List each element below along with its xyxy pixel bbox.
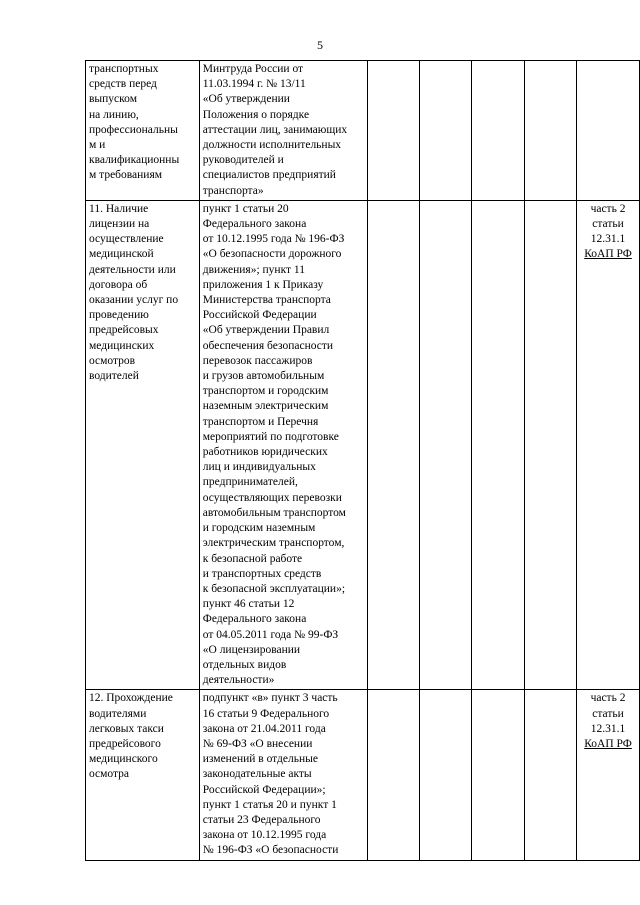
requirement-line: медицинских (89, 339, 155, 352)
empty-cell (472, 200, 524, 690)
liability-line: статьи (592, 707, 624, 720)
requirement-line: осмотра (89, 768, 130, 781)
requirement-cell (86, 61, 200, 201)
requirement-line: лицензии на (89, 218, 150, 231)
liability-line: статьи (592, 218, 624, 231)
legal-basis-line: автомобильным транспортом (202, 506, 346, 519)
empty-cell (367, 690, 419, 860)
legal-basis-line: закона от 10.12.1995 года (202, 829, 327, 842)
requirement-line: водителей (89, 370, 139, 383)
legal-basis-line: мероприятий по подготовке (202, 430, 339, 443)
requirement-cell (86, 200, 200, 690)
legal-basis-line: транспорта» (202, 184, 264, 197)
legal-basis-line: электрическим транспортом, (202, 537, 345, 550)
legal-basis-line: от 10.12.1995 года № 196-ФЗ (202, 233, 345, 246)
legal-basis-line: аттестации лиц, занимающих (202, 123, 348, 136)
legal-basis-line: к безопасной эксплуатации»; (202, 582, 346, 595)
legal-basis-line: к безопасной работе (202, 552, 303, 565)
legal-basis-line: пункт 1 статьи 20 (202, 202, 289, 215)
requirement-line: осуществление (89, 233, 164, 246)
legal-basis-cell (199, 690, 367, 860)
legal-basis-line: «Об утверждении (202, 93, 290, 106)
requirements-table (85, 60, 640, 861)
legal-basis-line: предпринимателей, (202, 476, 298, 489)
requirement-line: водителями (89, 707, 147, 720)
legal-basis-line: Минтруда России от (202, 63, 304, 75)
requirement-line: деятельности или (89, 263, 176, 276)
liability-line: часть 2 (590, 202, 626, 215)
legal-basis-line: Российской Федерации»; (202, 783, 326, 796)
table-row (86, 200, 640, 690)
legal-basis-line: деятельности» (202, 674, 275, 687)
requirement-line: предрейсового (89, 737, 161, 750)
empty-cell (472, 61, 524, 201)
legal-basis-line: обеспечения безопасности (202, 339, 334, 352)
legal-basis-line: транспортом и Перечня (202, 415, 319, 428)
requirement-line: на линию, (89, 108, 139, 121)
legal-basis-line: транспортом и городским (202, 385, 329, 398)
legal-basis-line: наземным электрическим (202, 400, 329, 413)
requirement-line: м и (89, 139, 106, 152)
legal-basis-line: должности исполнительных (202, 139, 342, 152)
legal-basis-line: № 69-ФЗ «О внесении (202, 737, 313, 750)
koap-link[interactable]: КоАП РФ (584, 248, 632, 261)
legal-basis-cell (199, 200, 367, 690)
requirement-line: оказании услуг по (89, 294, 179, 307)
legal-basis-line: пункт 1 статья 20 и пункт 1 (202, 798, 337, 811)
liability-cell (577, 200, 640, 690)
requirement-line: договора об (89, 278, 148, 291)
empty-cell (524, 200, 576, 690)
legal-basis-line: Федерального закона (202, 218, 307, 231)
legal-basis-line: руководителей и (202, 154, 284, 167)
requirement-line: медицинского (89, 753, 158, 766)
legal-basis-line: и транспортных средств (202, 567, 322, 580)
legal-basis-line: 11.03.1994 г. № 13/11 (202, 78, 306, 91)
requirement-line: профессиональны (89, 123, 178, 136)
requirement-line: выпуском (89, 93, 137, 106)
empty-cell (524, 690, 576, 860)
legal-basis-line: отдельных видов (202, 658, 287, 671)
legal-basis-line: № 196-ФЗ «О безопасности (202, 844, 339, 857)
legal-basis-line: «О безопасности дорожного (202, 248, 342, 261)
requirement-cell (86, 690, 200, 860)
liability-line: часть 2 (590, 692, 626, 705)
requirement-line: легковых такси (89, 722, 164, 735)
legal-basis-line: лиц и индивидуальных (202, 461, 316, 474)
requirement-line: предрейсовых (89, 324, 159, 337)
legal-basis-line: приложения 1 к Приказу (202, 278, 324, 291)
empty-cell (419, 200, 471, 690)
empty-cell (367, 200, 419, 690)
legal-basis-line: Федерального закона (202, 613, 307, 626)
empty-cell (419, 61, 471, 201)
legal-basis-line: «О лицензировании (202, 643, 301, 656)
requirement-line: квалификационны (89, 154, 180, 167)
legal-basis-line: осуществляющих перевозки (202, 491, 342, 504)
legal-basis-line: Положения о порядке (202, 108, 310, 121)
table-row (86, 61, 640, 201)
legal-basis-line: от 04.05.2011 года № 99-ФЗ (202, 628, 339, 641)
legal-basis-line: статьи 23 Федерального (202, 813, 321, 826)
requirement-line: м требованиям (89, 169, 163, 182)
requirement-line: транспортных (89, 63, 159, 75)
legal-basis-line: и городским наземным (202, 522, 316, 535)
legal-basis-line: изменений в отдельные (202, 753, 318, 766)
liability-cell (577, 690, 640, 860)
legal-basis-line: закона от 21.04.2011 года (202, 722, 326, 735)
page-number: 5 (317, 38, 323, 52)
legal-basis-line: движения»; пункт 11 (202, 263, 305, 276)
legal-basis-line: законодательные акты (202, 768, 312, 781)
requirement-line: осмотров (89, 354, 136, 367)
requirement-line: средств перед (89, 78, 157, 91)
requirement-line: медицинской (89, 248, 154, 261)
legal-basis-line: подпункт «в» пункт 3 часть (202, 692, 338, 705)
requirement-line: проведению (89, 309, 149, 322)
legal-basis-line: пункт 46 статьи 12 (202, 598, 295, 611)
table-row (86, 690, 640, 860)
liability-line: 12.31.1 (590, 233, 626, 246)
empty-cell (419, 690, 471, 860)
requirement-line: 12. Прохождение (89, 692, 173, 705)
legal-basis-line: Министерства транспорта (202, 294, 331, 307)
empty-cell (472, 690, 524, 860)
legal-basis-line: и грузов автомобильным (202, 370, 325, 383)
legal-basis-line: специалистов предприятий (202, 169, 336, 182)
empty-cell (367, 61, 419, 201)
liability-line: 12.31.1 (590, 722, 626, 735)
legal-basis-line: 16 статьи 9 Федерального (202, 707, 330, 720)
legal-basis-line: Российской Федерации (202, 309, 317, 322)
liability-cell (577, 61, 640, 201)
empty-cell (524, 61, 576, 201)
legal-basis-line: перевозок пассажиров (202, 354, 313, 367)
legal-basis-cell (199, 61, 367, 201)
legal-basis-line: «Об утверждении Правил (202, 324, 330, 337)
requirement-line: 11. Наличие (89, 202, 149, 215)
koap-link[interactable]: КоАП РФ (584, 737, 632, 750)
legal-basis-line: работников юридических (202, 446, 328, 459)
